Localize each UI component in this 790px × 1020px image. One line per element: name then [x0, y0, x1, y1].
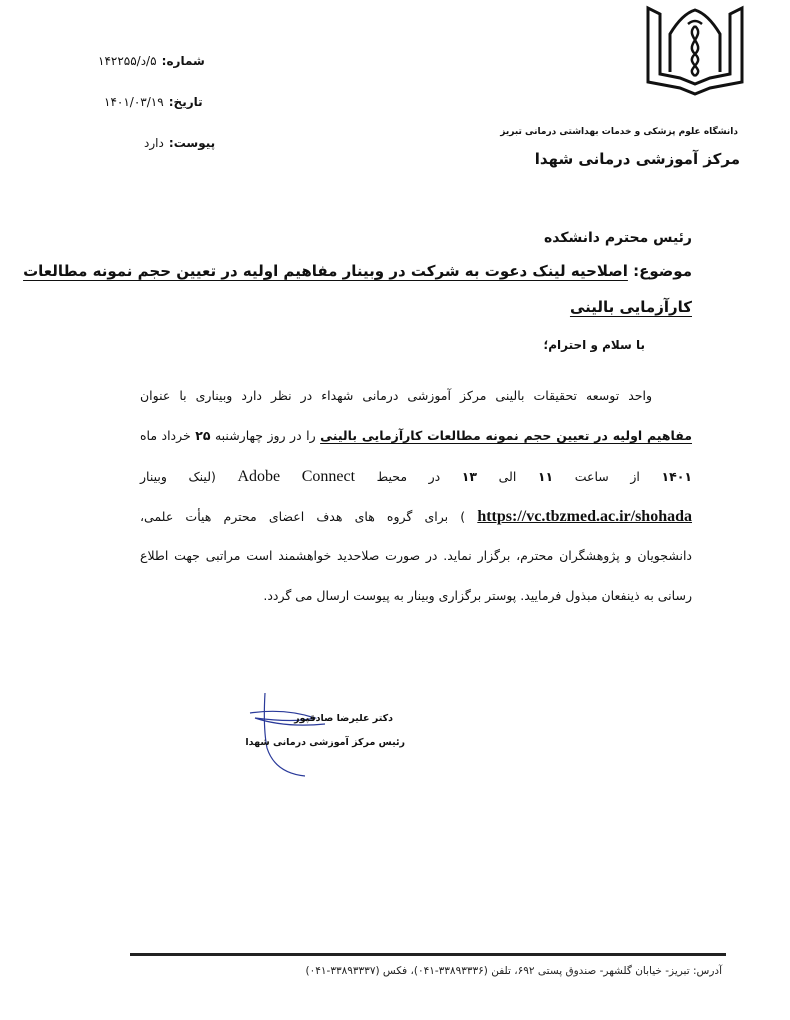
subject-line-1 — [23, 262, 692, 280]
text: الی — [498, 469, 517, 484]
letter-date — [104, 91, 203, 110]
body-line-5: دانشجویان و پژوهشگران محترم، برگزار نماید. در صورت صلاحدید خواهشمند است مراتبی جهت اطلاع — [140, 548, 692, 563]
number-label: شماره: — [161, 54, 205, 68]
body-line-6: رسانی به ذینفعان مبذول فرمایید. پوستر برگزاری وبینار به پیوست ارسال می گردد. — [263, 588, 692, 603]
body-line-1: واحد توسعه تحقیقات بالینی مرکز آموزشی درمانی شهداء در نظر دارد وبیناری با عنوان — [140, 388, 652, 403]
text: ) برای گروه های هدف اعضای محترم هیأت علمی، — [140, 509, 466, 524]
body-line-4 — [140, 508, 692, 526]
subject-line-2 — [570, 298, 692, 316]
footer-divider — [130, 953, 726, 956]
text: خرداد ماه — [140, 428, 191, 443]
subject-label: موضوع: — [633, 262, 692, 280]
university-name: دانشگاه علوم پزشکی و خدمات بهداشتی درمانی تبریز — [500, 127, 738, 137]
subject-text: اصلاحیه لینک دعوت به شرکت در وبینار مفاهیم اولیه در تعیین حجم نمونه مطالعات — [23, 262, 628, 280]
hour-from: ۱۱ — [537, 469, 554, 484]
footer-address: آدرس: تبریز- خیابان گلشهر- صندوق پستی ۶۹۲، تلفن (۳۳۸۹۳۳۳۶-۰۴۱)، فکس (۳۳۸۹۳۳۳۷-۰۴۱) — [305, 965, 722, 977]
signer-title: رئیس مرکز آموزشی درمانی شهدا — [245, 737, 405, 748]
text: در محیط — [376, 469, 441, 484]
hour-to: ۱۳ — [461, 469, 478, 484]
signer-name: دکتر علیرضا صادقپور — [294, 713, 393, 724]
body-line-3 — [140, 468, 692, 486]
recipient: رئیس محترم دانشکده — [544, 230, 692, 246]
webinar-title: مفاهیم اولیه در تعیین حجم نمونه مطالعات کارآزمایی بالینی — [320, 428, 692, 443]
platform: Adobe Connect — [237, 468, 356, 485]
body-line-2 — [140, 428, 692, 443]
letter-number — [98, 50, 205, 69]
subject-text-2: کارآزمایی بالینی — [569, 298, 692, 316]
handwritten-signature — [245, 688, 335, 778]
letter-attachment — [144, 132, 215, 151]
center-name: مرکز آموزشی درمانی شهدا — [534, 150, 740, 168]
date-label: تاریخ: — [168, 95, 203, 109]
text: از ساعت — [574, 469, 640, 484]
greeting: با سلام و احترام؛ — [543, 338, 645, 352]
year: ۱۴۰۱ — [661, 469, 692, 484]
date-value: ۱۴۰۱/۰۳/۱۹ — [104, 95, 164, 109]
attachment-label: پیوست: — [168, 136, 216, 150]
text: را در روز چهارشنبه — [214, 428, 316, 443]
number-value: ۵/د/۱۴۲۲۵۵ — [98, 54, 157, 68]
webinar-link[interactable]: https://vc.tbzmed.ac.ir/shohada — [477, 508, 692, 525]
text: (لینک وبینار — [140, 469, 216, 484]
day: ۲۵ — [195, 428, 211, 443]
university-logo — [640, 4, 750, 96]
attachment-value: دارد — [144, 136, 164, 150]
